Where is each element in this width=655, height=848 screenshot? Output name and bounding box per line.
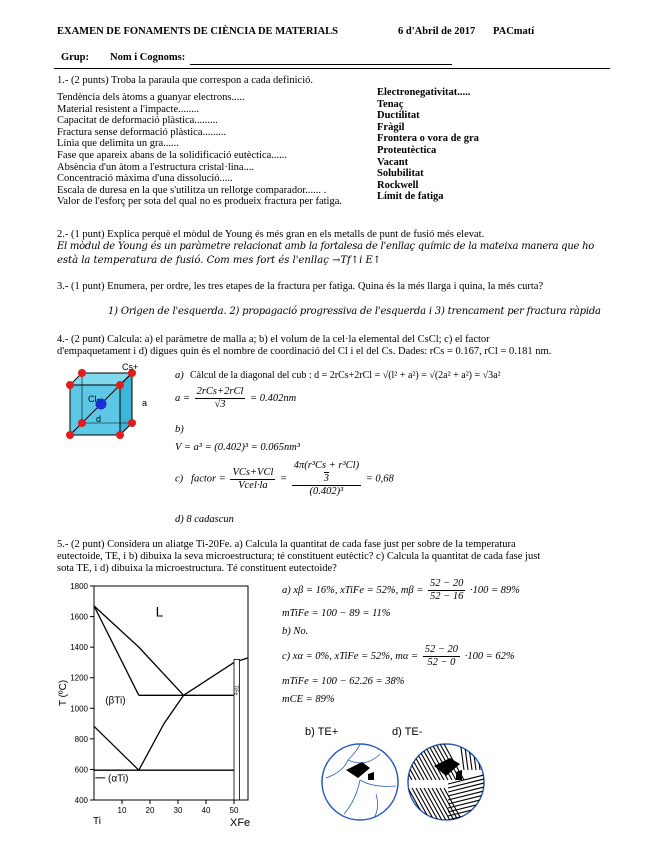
cube-label-d: d [96,414,102,424]
exam-date: 6 d'Abril de 2017 [398,26,476,37]
q1-row: Concentració màxima d'una dissolució..... Solubilitat [57,168,424,185]
q1-row: Tendència dels àtoms a guanyar electrons..... Electronegativitat..... [57,87,471,103]
q5-prompt-line1: 5.- (2 punt) Considera un aliatge Ti-20Fe. a) Calcula la quantitat de cada fase just per sobre de la temperatura [57,539,516,550]
x-axis-label: XFe [230,817,251,829]
q1-list [57,87,597,208]
q5c-line3: mCE = 89% [282,694,335,705]
lamella [484,740,488,770]
x-tick-label: 30 [173,806,183,815]
cs-atom [128,419,136,427]
exam-code: PACmatí [493,26,535,37]
x-tick-label-ti: Ti [93,816,101,827]
q1-row: Fractura sense deformació plàstica......... Fràgil [57,121,405,138]
y-axis-label: T (ºC) [58,679,69,707]
ti-fe-phase-diagram [56,578,256,830]
q2-answer-line2: està la temperatura de fusió. Com mes fort és l'enllaç →Tf↑i E↑ [57,255,382,266]
x-tick-label: 40 [201,806,211,815]
name-label: Nom i Cognoms: [110,52,186,63]
cs-atom [78,419,86,427]
x-tick-label: 10 [117,806,127,815]
y-tick-label: 1400 [70,643,88,653]
tife-region [234,659,240,800]
cs-atom [66,381,74,389]
q5a-line1: a) xβ = 16%, xTiFe = 52%, mβ = $\frac{52 - 20}{52 - 16}$ ·100 = 89% [282,578,520,602]
q5-prompt-line3: sota TE, i d) dibuixa la microestructura. Té constituent eutectoide? [57,563,337,574]
micro-b-label: b) TE+ [305,726,339,738]
q2-prompt: 2.- (1 punt) Explica perquè el mòdul de Young és més gran en els metalls de punt de fusió més elevat. [57,229,485,240]
cs-atom [66,431,74,439]
x-tick-label: 20 [145,806,155,815]
q1-prompt: 1.- (2 punts) Troba la paraula que correspon a cada definició. [57,75,313,86]
region-label: (αTi) [108,773,129,785]
plot-frame [94,586,248,800]
cube-label-cl: Cl- [88,394,100,404]
q1-row: Línia que delimita un gra...... Frontera o vora de gra [57,133,479,150]
cube-label-a: a [142,398,148,408]
q5c-line1: c) xα = 0%, xTiFe = 52%, mα = $\frac{52 - 20}{52 - 0}$ ·100 = 62% [282,644,515,668]
region-label: TiFe [232,685,239,696]
name-line [190,64,452,65]
lamella [404,744,408,780]
q5b-answer: b) No. [282,626,309,637]
q5c-line2: mTiFe = 100 − 62.26 = 38% [282,676,405,687]
q1-row: Material resistent a l'impacte........ Tenaç [57,98,404,115]
y-tick-label: 1000 [70,704,88,714]
y-tick-label: 600 [74,765,88,775]
cube-label-cs: Cs+ [122,362,139,372]
q3-prompt: 3.- (1 punt) Enumera, per ordre, les tres etapes de la fractura per fatiga. Quina és la més llarga i quina, la més curta? [57,281,544,292]
q1-row: Valor de l'esforç per sota del qual no es produeix fractura per fatiga. Límit de fatiga [57,191,444,208]
q5a-line2: mTiFe = 100 − 89 = 11% [282,608,391,619]
q3-answer: 1) Origen de l'esquerda. 2) propagació progressiva de l'esquerda i 3) trencament per fractura ràpida [108,306,601,317]
q5-prompt-line2: eutectoide, TE, i b) dibuixa la seva microestructura; té constituent eutèctic? c) Calcula la quantitat de cada fase just [57,551,541,562]
header-rule [54,68,610,69]
q4-prompt-line2: d'empaquetament i d) digues quin és el nombre de coordinació del Cl i el del Cs. Dades: rCs = 0.167, rCl = 0.181 nm. [57,346,552,357]
grup-label: Grup: [61,52,90,63]
y-tick-label: 1200 [70,673,88,683]
q1-row: Capacitat de deformació plàstica......... Ductilitat [57,110,420,127]
q4-prompt-line1: 4.- (2 punt) Calcula: a) el paràmetre de malla a; b) el volum de la cel·la elemental del CsCl; c) el factor [57,334,490,345]
micro-d-label: d) TE- [392,726,423,738]
q1-row: Fase que apareix abans de la solidificació eutèctica...... Proteutèctica [57,144,437,161]
q2-answer-line1: El mòdul de Young és un paràmetre relacionat amb la fortalesa de l'enllaç químic de la mateixa manera que ho [57,241,595,252]
q4a-label: a) [175,370,184,381]
cs-atom [116,381,124,389]
y-tick-label: 800 [74,734,88,744]
q1-row: Escala de duresa en la que s'utilitza un rellotge comparador...... . Rockwell [57,179,419,196]
q4a-equation: a = $\frac{\text{2rCs+2rCl}}{√3}$ = 0.402nm [175,386,297,410]
cs-atom [116,431,124,439]
region-label: L [155,603,164,620]
y-tick-label: 1800 [70,582,88,591]
q4c-factor: c) factor = $\frac{\text{VCs+VCl}}{\text{Vcel·la}}$ = 4π(r³Cs + r³Cl) 3 (0.402)³ = 0,68 [175,460,394,497]
microstructure-d [404,740,488,824]
y-tick-label: 400 [74,796,88,805]
q4a-diagonal: Càlcul de la diagonal del cub : d = 2rCs+2rCl = √(l² + a²) = √(2a² + a²) = √3a² [190,370,501,381]
q4b-label: b) [175,424,184,435]
exam-title: EXAMEN DE FONAMENTS DE CIÈNCIA DE MATERIALS [57,26,339,37]
microstructure-b [318,740,402,824]
y-tick-label: 1600 [70,612,88,622]
cs-atom [78,369,86,377]
region-label: (βTi) [105,695,126,707]
q4d-answer: d) 8 cadascun [175,514,234,525]
cscl-unit-cell [56,360,161,442]
q4b-volume: V = a³ = (0.402)³ = 0.065nm³ [175,442,301,453]
q1-row: Absència d'un àtom a l'estructura cristal·lina.... Vacant [57,156,409,173]
x-tick-label: 50 [229,806,239,815]
